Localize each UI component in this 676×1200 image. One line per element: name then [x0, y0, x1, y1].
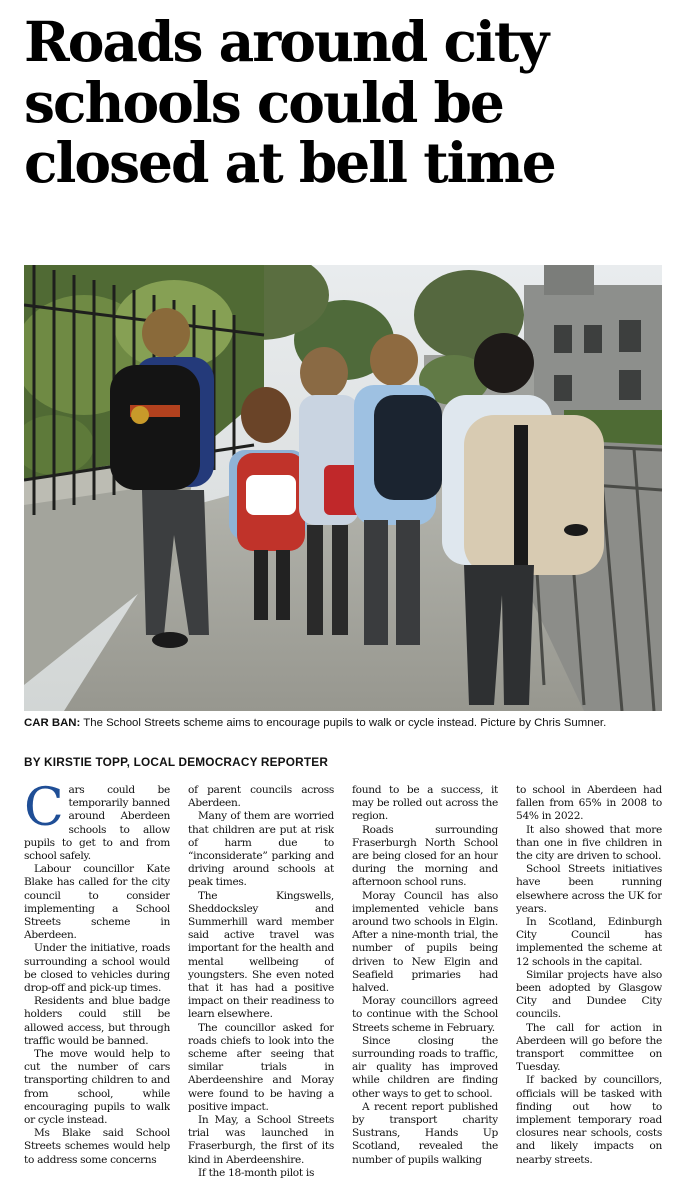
- headline-line-2: schools could be: [24, 69, 503, 135]
- paragraph: It also showed that more than one in five children in the city are driven to school.: [516, 823, 662, 863]
- paragraph: Moray councillors agreed to continue with the School Streets scheme in February.: [352, 995, 498, 1034]
- headline: [24, 9, 664, 195]
- headline-line-3: closed at bell time: [24, 130, 555, 195]
- paragraph: to school in Aberdeen had fallen from 65% in 2008 to 54% in 2022.: [516, 784, 662, 823]
- paragraph: School Streets initiatives have been running elsewhere across the UK for years.: [516, 863, 662, 915]
- caption-label: CAR BAN:: [24, 717, 81, 729]
- paragraph: found to be a success, it may be rolled out across the region.: [352, 784, 498, 823]
- paragraph: The Kingswells, Sheddocksley and Summerhill ward member said active travel was important for the health and mental wellbeing of youngsters. She even noted that it has had a positive impact on their readiness to learn elsewhere.: [188, 889, 334, 1021]
- paragraph: Similar projects have also been adopted by Glasgow City and Dundee City councils.: [516, 968, 662, 1021]
- paragraph: If backed by councillors, officials will be tasked with finding out how to implement temporary road closures near schools, costs and likely impacts on nearby streets.: [516, 1074, 662, 1166]
- paragraph: In Scotland, Edinburgh City Council has implemented the scheme at 12 schools in the capital.: [516, 916, 662, 968]
- byline: BY KIRSTIE TOPP, LOCAL DEMOCRACY REPORTER: [24, 755, 329, 769]
- paragraph: In May, a School Streets trial was launched in Fraserburgh, the first of its kind in Aberdeenshire.: [188, 1114, 334, 1166]
- paragraph: Many of them are worried that children are put at risk of harm due to “inconsiderate” parking and driving around schools at peak times.: [188, 810, 334, 889]
- paragraph: Under the initiative, roads surrounding a school would be closed to vehicles during drop-off and pick-up times.: [24, 942, 170, 995]
- paragraph: Labour councillor Kate Blake has called for the city council to consider implementing a School Streets scheme in Aberdeen.: [24, 863, 170, 942]
- paragraph: The call for action in Aberdeen will go before the transport committee on Tuesday.: [516, 1021, 662, 1074]
- paragraph: Roads surrounding Fraserburgh North School are being closed for an hour during the morning and afternoon school runs.: [352, 823, 498, 889]
- paragraph: The councillor asked for roads chiefs to look into the scheme after seeing that similar trials in Aberdeenshire and Moray were found to be having a positive impact.: [188, 1021, 334, 1113]
- paragraph: If the 18-month pilot is: [198, 1166, 315, 1179]
- paragraph: Ms Blake said School Streets schemes would help to address some concerns: [24, 1127, 170, 1166]
- paragraph: Residents and blue badge holders could still be allowed access, but through traffic would be banned.: [24, 995, 170, 1047]
- caption-text: The School Streets scheme aims to encourage pupils to walk or cycle instead. Picture by Chris Sumner.: [80, 717, 607, 729]
- news-photo: [24, 265, 662, 711]
- schoolchildren-photo-illustration: [24, 265, 662, 711]
- headline-line-1: Roads around city: [24, 9, 548, 74]
- paragraph: The move would help to cut the number of cars transporting children to and from school, while encouraging pupils to walk or cycle instead.: [24, 1048, 170, 1127]
- article-column-3: [352, 784, 498, 1186]
- paragraph-text: ars could be temporarily banned around Aberdeen schools to allow pupils to get to and from school safely.: [24, 784, 170, 863]
- paragraph: Since closing the surrounding roads to traffic, air quality has improved while children are finding other ways to get to school.: [352, 1034, 498, 1100]
- article-column-4: [516, 784, 662, 1186]
- paragraph: [24, 784, 170, 863]
- paragraph: Moray Council has also implemented vehicle bans around two schools in Elgin. After a nine-month trial, the number of pupils being driven to New Elgin and Seafield primaries had halved.: [352, 889, 498, 995]
- paragraph: A recent report published by transport charity Sustrans, Hands Up Scotland, revealed the number of pupils walking: [352, 1100, 498, 1166]
- photo-caption: [24, 716, 664, 731]
- article-column-2: [188, 784, 334, 1186]
- drop-cap: C: [24, 784, 64, 838]
- paragraph: of parent councils across Aberdeen.: [188, 784, 334, 810]
- article-column-1: [24, 784, 170, 1186]
